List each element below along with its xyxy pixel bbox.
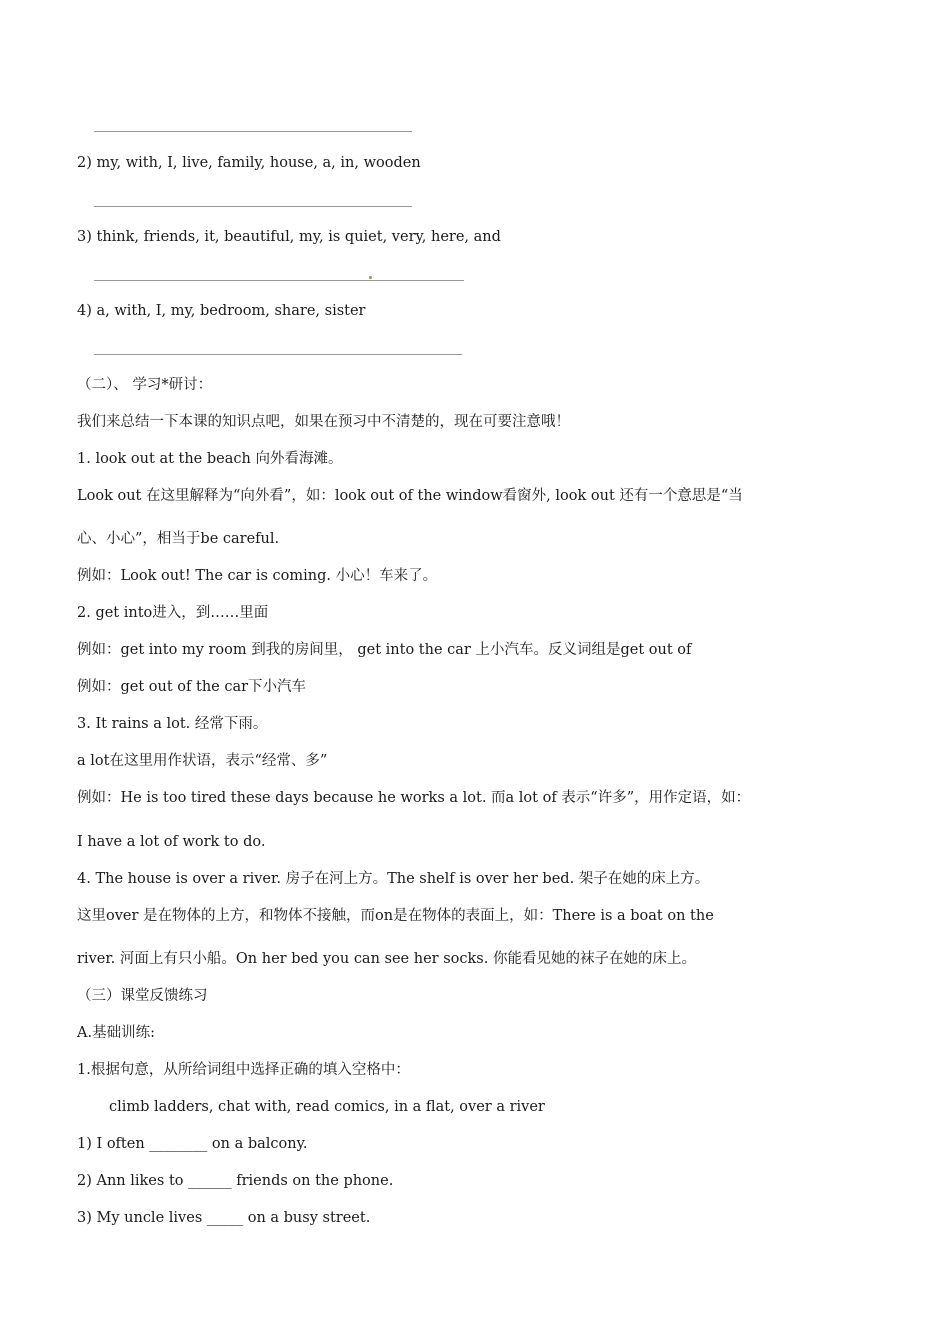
- point1-text-a: Look out 在这里解释为“向外看”，如：look out of the window看窗外, look out 还有一个意思是“当: [77, 488, 743, 504]
- point4-text-b: river. 河面上有只小船。On her bed you can see her socks. 你能看见她的袜子在她的床上。: [77, 951, 696, 967]
- task1-item-2: 2) Ann likes to ______ friends on the phone.: [77, 1173, 394, 1189]
- point2-title: 2. get into进入，到……里面: [77, 605, 269, 621]
- section3-sub-a: A.基础训练:: [77, 1025, 155, 1041]
- answer-line-1[interactable]: [94, 131, 412, 132]
- exercise-item-4: 4) a, with, I, my, bedroom, share, sister: [77, 303, 366, 319]
- point2-example-a: 例如：get into my room 到我的房间里， get into the car 上小汽车。反义词组是get out of: [77, 642, 692, 658]
- answer-line-4[interactable]: [94, 354, 462, 355]
- exercise-item-2: 2) my, with, I, live, family, house, a, in, wooden: [77, 155, 421, 171]
- point3-text: a lot在这里用作状语，表示“经常、多”: [77, 753, 328, 769]
- task1-item-1: 1) I often ________ on a balcony.: [77, 1136, 308, 1152]
- answer-line-2[interactable]: [94, 206, 412, 207]
- point3-example-a: 例如：He is too tired these days because he works a lot. 而a lot of 表示“许多”，用作定语，如：: [77, 790, 751, 806]
- section2-intro: 我们来总结一下本课的知识点吧，如果在预习中不清楚的，现在可要注意哦！: [77, 414, 570, 430]
- point1-example: 例如：Look out! The car is coming. 小心！车来了。: [77, 568, 438, 584]
- task1-item-3: 3) My uncle lives _____ on a busy street.: [77, 1210, 371, 1226]
- section2-heading: （二）、 学习*研讨：: [77, 377, 213, 393]
- point4-text-a: 这里over 是在物体的上方，和物体不接触，而on是在物体的表面上，如：There is a boat on the: [77, 908, 714, 924]
- point3-example-b: I have a lot of work to do.: [77, 834, 266, 850]
- point2-example-b: 例如：get out of the car下小汽车: [77, 679, 307, 695]
- point1-text-b: 心、小心”，相当于be careful.: [77, 531, 280, 547]
- point3-title: 3. It rains a lot. 经常下雨。: [77, 716, 268, 732]
- task1-instruction: 1.根据句意，从所给词组中选择正确的填入空格中：: [77, 1062, 410, 1078]
- point1-title: 1. look out at the beach 向外看海滩。: [77, 451, 343, 467]
- word-bank: climb ladders, chat with, read comics, in a flat, over a river: [109, 1099, 545, 1115]
- section3-heading: （三）课堂反馈练习: [77, 988, 208, 1004]
- answer-line-3[interactable]: [94, 280, 464, 281]
- exercise-item-3: 3) think, friends, it, beautiful, my, is quiet, very, here, and: [77, 229, 501, 245]
- point4-title: 4. The house is over a river. 房子在河上方。The shelf is over her bed. 架子在她的床上方。: [77, 871, 710, 887]
- stray-mark: [369, 276, 372, 279]
